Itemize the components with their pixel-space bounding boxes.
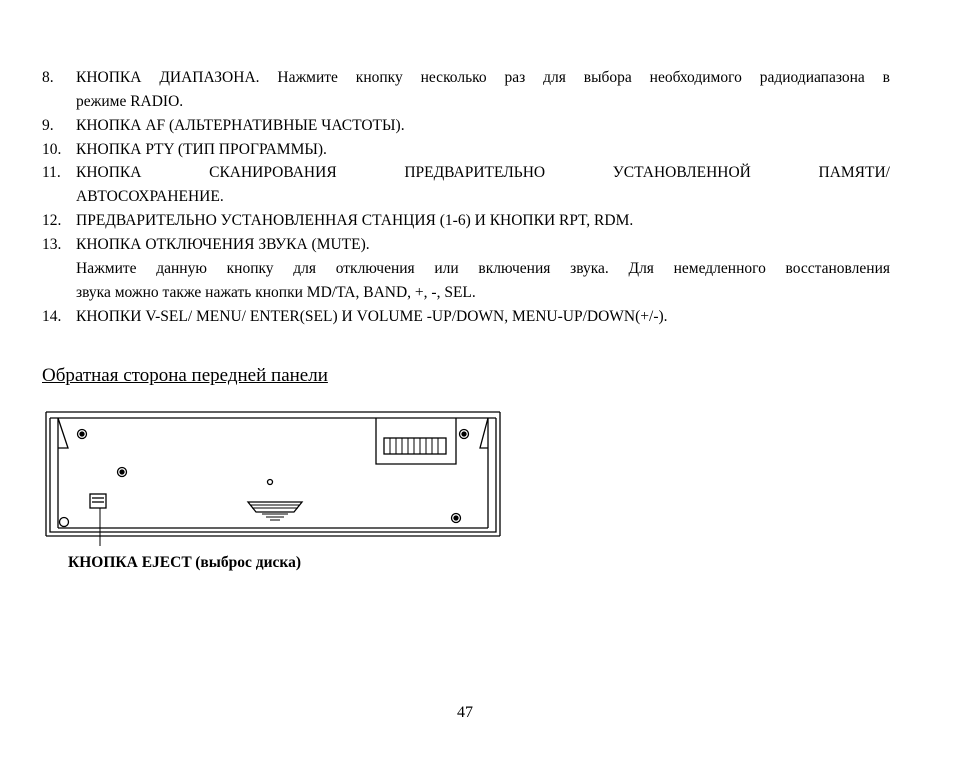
item-number: 9. (42, 117, 54, 134)
list-item-11 (42, 161, 890, 209)
item-number: 14. (42, 308, 62, 325)
item-text-line: КНОПКА ДИАПАЗОНА. Нажмите кнопку несколько раз для выбора необходимого радиодиапазона в (76, 69, 890, 86)
item-number: 13. (42, 236, 62, 253)
item-number: 12. (42, 212, 62, 229)
list-item-12 (42, 209, 890, 233)
mute-note (76, 257, 890, 305)
item-number: 10. (42, 141, 62, 158)
item-text-line: АВТОСОХРАНЕНИЕ. (76, 188, 224, 205)
item-text-line: ПРЕДВАРИТЕЛЬНО УСТАНОВЛЕННАЯ СТАНЦИЯ (1-6) И КНОПКИ RPT, RDM. (76, 212, 634, 229)
list-item-9 (42, 114, 890, 138)
item-text-line: КНОПКА AF (АЛЬТЕРНАТИВНЫЕ ЧАСТОТЫ). (76, 117, 405, 134)
front-panel-back-diagram (44, 408, 504, 553)
note-line: звука можно также нажать кнопки MD/TA, BAND, +, -, SEL. (76, 284, 476, 301)
list-item-10 (42, 138, 890, 162)
item-number: 11. (42, 164, 61, 181)
list-item-13 (42, 233, 890, 257)
page-number: 47 (457, 704, 473, 721)
note-line: Нажмите данную кнопку для отключения или включения звука. Для немедленного восстановления (76, 260, 890, 277)
item-text-line: режиме RADIO. (76, 93, 184, 110)
item-text-line: КНОПКА PTY (ТИП ПРОГРАММЫ). (76, 141, 327, 158)
item-text-line: КНОПКА СКАНИРОВАНИЯ ПРЕДВАРИТЕЛЬНО УСТАНОВЛЕННОЙ ПАМЯТИ/ (76, 164, 890, 181)
list-item-8 (42, 66, 890, 114)
item-number: 8. (42, 69, 54, 86)
section-title: Обратная сторона передней панели (42, 365, 328, 386)
item-text-line: КНОПКИ V-SEL/ MENU/ ENTER(SEL) И VOLUME -UP/DOWN, MENU-UP/DOWN(+/-). (76, 308, 668, 325)
eject-button-label: КНОПКА EJECT (выброс диска) (68, 554, 302, 571)
item-text-line: КНОПКА ОТКЛЮЧЕНИЯ ЗВУКА (MUTE). (76, 236, 370, 253)
list-item-14 (42, 305, 890, 329)
